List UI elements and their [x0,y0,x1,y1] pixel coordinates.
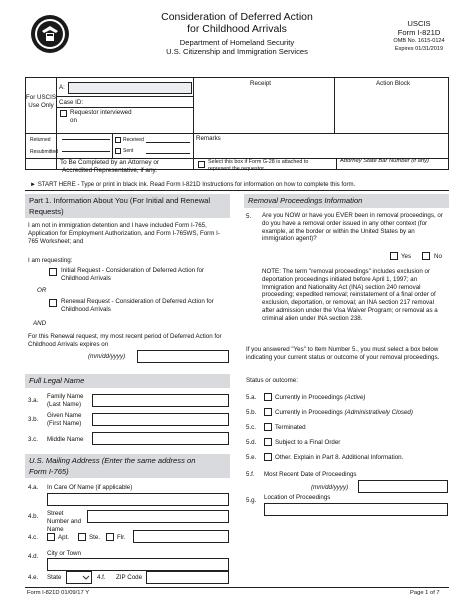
street-label: Street Number and Name [47,510,82,533]
sent-label: Sent [123,148,134,154]
sent-field[interactable] [146,153,190,154]
status-5a-number: 5.a. [246,394,257,401]
chevron-down-icon [82,572,90,583]
part1-heading: Part 1. Information About You (For Initial and Renewal Requests) [25,194,230,218]
a-number-label: A: [59,84,65,91]
agency-code: USCIS [407,19,431,28]
status-5b-label [275,409,413,416]
location-number: 5.g. [246,497,257,504]
renewal-date-hint: (mm/dd/yyyy) [88,353,126,360]
initial-request-checkbox[interactable] [49,268,57,276]
case-id-label: Case ID: [59,99,84,106]
family-name-input[interactable] [92,394,229,407]
attorney-bar-label: Attorney State Bar Number (if any) [340,158,429,164]
in-care-of-number: 4.a. [28,484,39,491]
mailing-address-heading-line2: Form I-765) [29,467,69,476]
form-id-block [384,19,454,53]
status-5a-checkbox[interactable] [264,393,272,401]
if-yes-text: If you answered "Yes" to Item Number 5., you must select a box below indicating your current status or outcome of your removal proceedings. [246,346,440,361]
recent-date-hint: (mm/dd/yyyy) [311,484,349,491]
family-name-number: 3.a. [28,397,39,404]
footer-page-number: Page 1 of 7 [410,590,440,596]
a-number-field[interactable] [68,82,192,94]
status-outcome-label: Status or outcome: [246,377,298,384]
status-5e-number: 5.e. [246,454,257,461]
attorney-title-line1: To Be Completed by an Attorney or [59,159,160,166]
sent-checkbox[interactable] [115,148,121,154]
q5-number: 5. [246,213,252,220]
q5-text: Are you NOW or have you EVER been in removal proceedings, or do you have a removal order issued in any other context (for example, at the border or within the United States by an immigration agent)? [262,212,443,243]
initial-request-label: Initial Request - Consideration of Deferred Action for Childhood Arrivals [61,267,205,282]
in-care-of-label: In Care Of Name (if applicable) [47,484,133,491]
family-name-label: Family Name (Last Name) [47,393,84,408]
q5-yes-label: Yes [401,253,412,260]
ste-label: Ste. [89,534,101,541]
form-title-line2: for Childhood Arrivals [187,23,287,35]
street-input[interactable] [87,510,229,523]
full-legal-name-heading: Full Legal Name [25,374,230,388]
renewal-request-label: Renewal Request - Consideration of Deferred Action for Childhood Arrivals [61,298,214,313]
q5-no-label: No [434,253,442,260]
part1-intro: I am not in immigration detention and I have included Form I-765, Application for Employment Authorization, and Form I-765WS, Form I-765 Worksheet; and [28,222,220,245]
and-label: AND [33,320,47,327]
apt-label: Apt. [58,534,70,541]
form-number: Form I-821D [397,28,441,37]
footer-form-edition: Form I-821D 01/09/17 Y [27,590,90,596]
status-5d-label: Subject to a Final Order [275,439,341,446]
mailing-address-heading [25,454,230,478]
apt-checkbox[interactable] [47,533,55,541]
state-label: State [47,574,62,581]
status-5b-checkbox[interactable] [264,408,272,416]
status-5e-checkbox[interactable] [264,453,272,461]
status-5d-number: 5.d. [246,439,257,446]
location-label: Location of Proceedings [264,494,331,501]
middle-name-label: Middle Name [47,436,84,443]
requesting-label: I am requesting: [28,257,73,264]
location-input[interactable] [264,503,448,516]
q5-no-checkbox[interactable] [422,252,430,260]
state-number: 4.e. [28,574,39,581]
mailing-address-heading-line1: U.S. Mailing Address (Enter the same address on [29,456,196,465]
start-here-instructions: ► START HERE - Type or print in black ink. Read Form I-821D Instructions for information on how to complete this form. [30,181,356,188]
status-5b-number: 5.b. [246,409,257,416]
renewal-expiration-text: For this Renewal request, my most recent period of Deferred Action for Childhood Arrivals expires on [28,333,222,348]
given-name-input[interactable] [92,413,229,426]
received-field[interactable] [146,142,190,143]
flr-label: Flr. [117,534,126,541]
action-block-label: Action Block [376,80,411,87]
g28-label-line2: represent the requestor. [208,166,266,172]
given-name-number: 3.b. [28,416,39,423]
street-number: 4.b. [28,513,39,520]
recent-date-label: Most Recent Date of Proceedings [264,471,357,478]
middle-name-input[interactable] [92,432,229,445]
state-select[interactable] [66,571,92,584]
for-uscis-use-only-label: For USCIS Use Only [26,94,56,109]
city-label: City or Town [47,550,81,557]
remarks-label: Remarks [196,135,221,142]
status-5d-checkbox[interactable] [264,438,272,446]
flr-checkbox[interactable] [106,533,114,541]
renewal-request-checkbox[interactable] [49,299,57,307]
or-label: OR [37,287,47,294]
status-5b-italic: (Administratively Closed) [344,409,413,416]
returned-field[interactable] [62,139,110,140]
resubmitted-label: Resubmitted [30,149,59,155]
zip-number: 4.f. [97,574,106,581]
status-5c-checkbox[interactable] [264,423,272,431]
renewal-expiration-date-input[interactable] [137,350,229,363]
removal-note: NOTE: The term "removal proceedings" includes exclusion or deportation proceedings initiated before April 1, 1997; an Immigration and Nationality Act (INA) section 240 removal proceeding; expedited removal; reinstatement of a final order of exclusion, deportation, or removal; an INA section 217 removal after admission under the Visa Waiver Program; or removal as a criminal alien under INA section 238. [262,268,438,322]
received-checkbox[interactable] [115,137,121,143]
requestor-interviewed-checkbox[interactable] [60,110,67,117]
received-label: Received [123,137,144,143]
omb-number: OMB No. 1615-0124 [393,38,445,44]
removal-heading: Removal Proceedings Information [244,194,449,208]
given-name-label: Given Name (First Name) [47,412,82,427]
zip-label: ZIP Code [116,574,143,581]
requestor-interviewed-label: Requestor interviewed on [70,109,132,124]
zip-input[interactable] [146,571,229,584]
g28-label-line1: Select this box if Form G-28 is attached to [208,159,309,165]
in-care-of-input[interactable] [47,493,229,506]
status-5a-text: Currently in Proceedings [275,394,343,401]
unit-input[interactable] [133,530,229,543]
resubmitted-field[interactable] [62,151,110,152]
attorney-title-line2: Accredited Representative, if any. [61,166,158,174]
expiration-date: Expires 01/31/2019 [394,46,444,52]
status-5c-label: Terminated [275,424,306,431]
attorney-title [26,159,193,174]
receipt-label: Receipt [250,80,271,87]
status-5a-label [275,394,365,401]
q5-yes-checkbox[interactable] [390,252,398,260]
city-number: 4.d. [28,553,39,560]
g28-checkbox[interactable] [198,161,205,168]
middle-name-number: 3.c. [28,436,38,443]
department-name: Department of Homeland Security [179,38,295,47]
agency-name: U.S. Citizenship and Immigration Services [166,47,308,56]
form-title-line1: Consideration of Deferred Action [161,11,313,23]
status-5a-italic: (Active) [344,394,366,401]
status-5c-number: 5.c. [246,424,256,431]
recent-date-input[interactable] [358,480,448,493]
returned-label: Returned [30,137,51,143]
g28-label [208,159,308,173]
status-5b-text: Currently in Proceedings [275,409,343,416]
city-input[interactable] [47,558,229,571]
ste-checkbox[interactable] [78,533,86,541]
recent-date-number: 5.f. [246,471,255,478]
status-5e-label: Other. Explain in Part 8. Additional Information. [275,454,404,461]
unit-number: 4.c. [28,534,38,541]
